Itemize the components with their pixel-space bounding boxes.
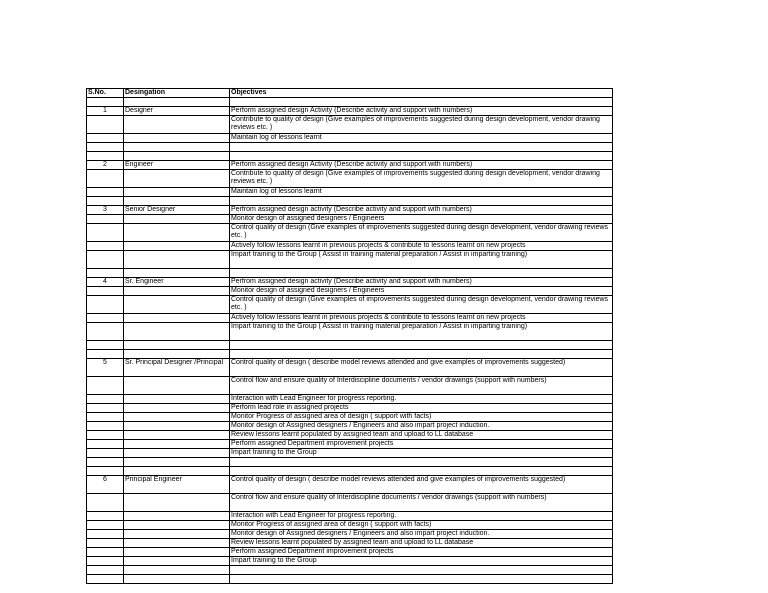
sno-cell[interactable] xyxy=(87,404,124,413)
designation-cell[interactable] xyxy=(124,467,230,476)
objective-cell[interactable]: Perform assigned design Activity (Describe activity and support with numbers) xyxy=(230,161,613,170)
table-body xyxy=(87,98,613,584)
objective-cell[interactable]: Control quality of design (Give examples of improvements suggested during design development, vendor drawing reviews etc. ) xyxy=(230,224,613,242)
sno-cell[interactable] xyxy=(87,449,124,458)
objective-cell[interactable]: Perform assigned Department improvement projects xyxy=(230,440,613,449)
sno-cell[interactable] xyxy=(87,269,124,278)
table-row xyxy=(87,170,613,188)
objective-cell[interactable]: Monitor design of assigned designers / Engineers xyxy=(230,287,613,296)
objective-cell[interactable]: Review lessons learnt populated by assigned team and upload to LL database xyxy=(230,539,613,548)
designation-cell[interactable] xyxy=(124,575,230,584)
objective-cell[interactable] xyxy=(230,341,613,350)
objective-cell[interactable]: Impart training to the Group xyxy=(230,557,613,566)
objective-cell[interactable]: Perfrom assigned design activity (Describe activity and support with numbers) xyxy=(230,206,613,215)
objective-cell[interactable] xyxy=(230,575,613,584)
designation-cell[interactable] xyxy=(124,242,230,251)
designation-cell[interactable] xyxy=(124,395,230,404)
designation-cell[interactable]: Engineer xyxy=(124,161,230,170)
table-row xyxy=(87,242,613,251)
sno-cell[interactable] xyxy=(87,530,124,539)
table-row xyxy=(87,431,613,440)
designation-cell[interactable] xyxy=(124,251,230,269)
objective-cell[interactable]: Impart training to the Group xyxy=(230,449,613,458)
sno-cell[interactable] xyxy=(87,152,124,161)
sno-cell[interactable] xyxy=(87,521,124,530)
table-row xyxy=(87,287,613,296)
sno-cell[interactable] xyxy=(87,422,124,431)
designation-cell[interactable] xyxy=(124,404,230,413)
sno-cell[interactable] xyxy=(87,548,124,557)
table-row xyxy=(87,521,613,530)
sno-cell[interactable] xyxy=(87,458,124,467)
designation-cell[interactable] xyxy=(124,422,230,431)
sno-cell[interactable] xyxy=(87,287,124,296)
table-row xyxy=(87,422,613,431)
sno-cell[interactable] xyxy=(87,143,124,152)
sno-cell[interactable] xyxy=(87,170,124,188)
objective-cell[interactable]: Impart training to the Group ( Assist in training material preparation / Assist in imparting training) xyxy=(230,323,613,341)
objective-cell[interactable]: Perform assigned Department improvement projects xyxy=(230,548,613,557)
sno-cell[interactable] xyxy=(87,377,124,395)
designation-cell[interactable] xyxy=(124,197,230,206)
blank-row xyxy=(87,467,613,476)
objective-cell[interactable] xyxy=(230,197,613,206)
sno-cell[interactable] xyxy=(87,341,124,350)
table-row xyxy=(87,440,613,449)
objective-cell[interactable] xyxy=(230,350,613,359)
designation-cell[interactable] xyxy=(124,323,230,341)
sno-cell[interactable]: 6 xyxy=(87,476,124,494)
blank-row xyxy=(87,269,613,278)
objective-cell[interactable] xyxy=(230,458,613,467)
sno-cell[interactable] xyxy=(87,557,124,566)
header-sno[interactable]: S.No. xyxy=(87,89,124,98)
table-row xyxy=(87,323,613,341)
objective-cell[interactable]: Review lessons learnt populated by assigned team and upload to LL database xyxy=(230,431,613,440)
sno-cell[interactable] xyxy=(87,431,124,440)
designation-cell[interactable] xyxy=(124,413,230,422)
sno-cell[interactable] xyxy=(87,242,124,251)
sno-cell[interactable]: 5 xyxy=(87,359,124,377)
designation-cell[interactable]: Senior Designer xyxy=(124,206,230,215)
table-row xyxy=(87,314,613,323)
sno-cell[interactable] xyxy=(87,539,124,548)
objective-cell[interactable]: Interaction with Lead Engineer for progress reporting. xyxy=(230,395,613,404)
objective-cell[interactable]: Monitor design of Assigned designers / Engineers and also impart project induction. xyxy=(230,422,613,431)
sno-cell[interactable] xyxy=(87,98,124,107)
sno-cell[interactable] xyxy=(87,566,124,575)
sno-cell[interactable] xyxy=(87,440,124,449)
blank-row xyxy=(87,98,613,107)
designation-cell[interactable] xyxy=(124,215,230,224)
sno-cell[interactable] xyxy=(87,134,124,143)
header-objectives[interactable]: Objectives xyxy=(230,89,613,98)
objective-cell[interactable] xyxy=(230,269,613,278)
objective-cell[interactable]: Perfrom assigned design activity (Describe activity and support with numbers) xyxy=(230,278,613,287)
sno-cell[interactable]: 4 xyxy=(87,278,124,287)
blank-row xyxy=(87,350,613,359)
designation-cell[interactable] xyxy=(124,341,230,350)
table-row xyxy=(87,206,613,215)
designation-cell[interactable] xyxy=(124,377,230,395)
blank-row xyxy=(87,566,613,575)
table-row xyxy=(87,548,613,557)
objective-cell[interactable]: Monitor design of assigned designers / Engineers xyxy=(230,215,613,224)
designation-cell[interactable] xyxy=(124,134,230,143)
designation-cell[interactable] xyxy=(124,98,230,107)
table-row xyxy=(87,539,613,548)
sno-cell[interactable]: 2 xyxy=(87,161,124,170)
objectives-table xyxy=(86,88,613,584)
sno-cell[interactable] xyxy=(87,467,124,476)
sno-cell[interactable] xyxy=(87,395,124,404)
table-row xyxy=(87,215,613,224)
table-row xyxy=(87,530,613,539)
designation-cell[interactable]: Sr. Principal Designer /Principal xyxy=(124,359,230,377)
sno-cell[interactable] xyxy=(87,197,124,206)
objective-cell[interactable]: Monitor design of Assigned designers / Engineers and also impart project induction. xyxy=(230,530,613,539)
designation-cell[interactable] xyxy=(124,116,230,134)
table-row xyxy=(87,404,613,413)
sno-cell[interactable] xyxy=(87,494,124,512)
designation-cell[interactable] xyxy=(124,269,230,278)
sno-cell[interactable] xyxy=(87,116,124,134)
designation-cell[interactable] xyxy=(124,494,230,512)
objective-cell[interactable]: Monitor Progress of assigned area of design ( support with facts) xyxy=(230,413,613,422)
objective-cell[interactable]: Maintain log of lessons learnt xyxy=(230,188,613,197)
blank-row xyxy=(87,341,613,350)
objective-cell[interactable]: Control quality of design ( describe model reviews attended and give examples of improvements suggested) xyxy=(230,359,613,377)
table-row xyxy=(87,395,613,404)
designation-cell[interactable] xyxy=(124,314,230,323)
sno-cell[interactable] xyxy=(87,251,124,269)
designation-cell[interactable] xyxy=(124,170,230,188)
objective-cell[interactable]: Control quality of design (Give examples of improvements suggested during design development, vendor drawing reviews etc. ) xyxy=(230,296,613,314)
table-row xyxy=(87,494,613,512)
designation-cell[interactable] xyxy=(124,188,230,197)
table-row xyxy=(87,134,613,143)
sno-cell[interactable] xyxy=(87,224,124,242)
objective-cell[interactable]: Monitor Progress of assigned area of design ( support with facts) xyxy=(230,521,613,530)
table-row xyxy=(87,476,613,494)
designation-cell[interactable] xyxy=(124,449,230,458)
designation-cell[interactable] xyxy=(124,287,230,296)
sno-cell[interactable] xyxy=(87,413,124,422)
sno-cell[interactable] xyxy=(87,314,124,323)
table-row xyxy=(87,557,613,566)
sno-cell[interactable] xyxy=(87,323,124,341)
sno-cell[interactable] xyxy=(87,188,124,197)
sno-cell[interactable] xyxy=(87,350,124,359)
designation-cell[interactable] xyxy=(124,296,230,314)
designation-cell[interactable] xyxy=(124,431,230,440)
blank-row xyxy=(87,197,613,206)
table-row xyxy=(87,251,613,269)
table-row xyxy=(87,224,613,242)
objective-cell[interactable]: Control flow and ensure quality of Interdiscipline documents / vendor drawings (support with numbers) xyxy=(230,494,613,512)
table-row xyxy=(87,413,613,422)
designation-cell[interactable] xyxy=(124,350,230,359)
designation-cell[interactable]: Designer xyxy=(124,107,230,116)
blank-row xyxy=(87,458,613,467)
designation-cell[interactable] xyxy=(124,152,230,161)
sno-cell[interactable] xyxy=(87,215,124,224)
sno-cell[interactable] xyxy=(87,575,124,584)
designation-cell[interactable] xyxy=(124,512,230,521)
designation-cell[interactable] xyxy=(124,224,230,242)
header-designation[interactable]: Desingation xyxy=(124,89,230,98)
designation-cell[interactable] xyxy=(124,521,230,530)
designation-cell[interactable] xyxy=(124,566,230,575)
designation-cell[interactable] xyxy=(124,143,230,152)
blank-row xyxy=(87,143,613,152)
designation-cell[interactable] xyxy=(124,548,230,557)
sno-cell[interactable]: 1 xyxy=(87,107,124,116)
objective-cell[interactable] xyxy=(230,98,613,107)
blank-row xyxy=(87,152,613,161)
designation-cell[interactable] xyxy=(124,530,230,539)
sno-cell[interactable] xyxy=(87,296,124,314)
blank-row xyxy=(87,575,613,584)
table-row xyxy=(87,359,613,377)
objective-cell[interactable]: Perform lead role in assigned projects xyxy=(230,404,613,413)
table-row xyxy=(87,188,613,197)
table-row xyxy=(87,278,613,287)
objective-cell[interactable]: Control quality of design ( describe model reviews attended and give examples of improvements suggested) xyxy=(230,476,613,494)
table-row xyxy=(87,296,613,314)
table-row xyxy=(87,116,613,134)
objective-cell[interactable]: Perform assigned design Activity (Describe activity and support with numbers) xyxy=(230,107,613,116)
designation-cell[interactable] xyxy=(124,539,230,548)
objective-cell[interactable]: Actively follow lessons learnt in previous projects & contribute to lessons learnt on new projects xyxy=(230,314,613,323)
designation-cell[interactable]: Principal Engineer xyxy=(124,476,230,494)
header-row xyxy=(87,89,613,98)
designation-cell[interactable] xyxy=(124,440,230,449)
objective-cell[interactable] xyxy=(230,152,613,161)
objective-cell[interactable] xyxy=(230,143,613,152)
designation-cell[interactable] xyxy=(124,458,230,467)
designation-cell[interactable]: Sr. Engineer xyxy=(124,278,230,287)
table-row xyxy=(87,377,613,395)
table-row xyxy=(87,161,613,170)
objective-cell[interactable]: Interaction with Lead Engineer for progress reporting. xyxy=(230,512,613,521)
objective-cell[interactable]: Contribute to quality of design (Give examples of improvements suggested during design development, vendor drawing reviews etc. ) xyxy=(230,116,613,134)
sno-cell[interactable] xyxy=(87,512,124,521)
objective-cell[interactable]: Actively follow lessons learnt in previous projects & contribute to lessons learnt on new projects xyxy=(230,242,613,251)
table-row xyxy=(87,107,613,116)
objective-cell[interactable] xyxy=(230,566,613,575)
designation-cell[interactable] xyxy=(124,557,230,566)
objective-cell[interactable] xyxy=(230,467,613,476)
table-row xyxy=(87,512,613,521)
objective-cell[interactable]: Control flow and ensure quality of Interdiscipline documents / vendor drawings (support with numbers) xyxy=(230,377,613,395)
table-row xyxy=(87,449,613,458)
objective-cell[interactable]: Impart training to the Group ( Assist in training material preparation / Assist in imparting training) xyxy=(230,251,613,269)
sno-cell[interactable]: 3 xyxy=(87,206,124,215)
objective-cell[interactable]: Contribute to quality of design (Give examples of improvements suggested during design development, vendor drawing reviews etc. ) xyxy=(230,170,613,188)
objective-cell[interactable]: Maintain log of lessons learnt xyxy=(230,134,613,143)
